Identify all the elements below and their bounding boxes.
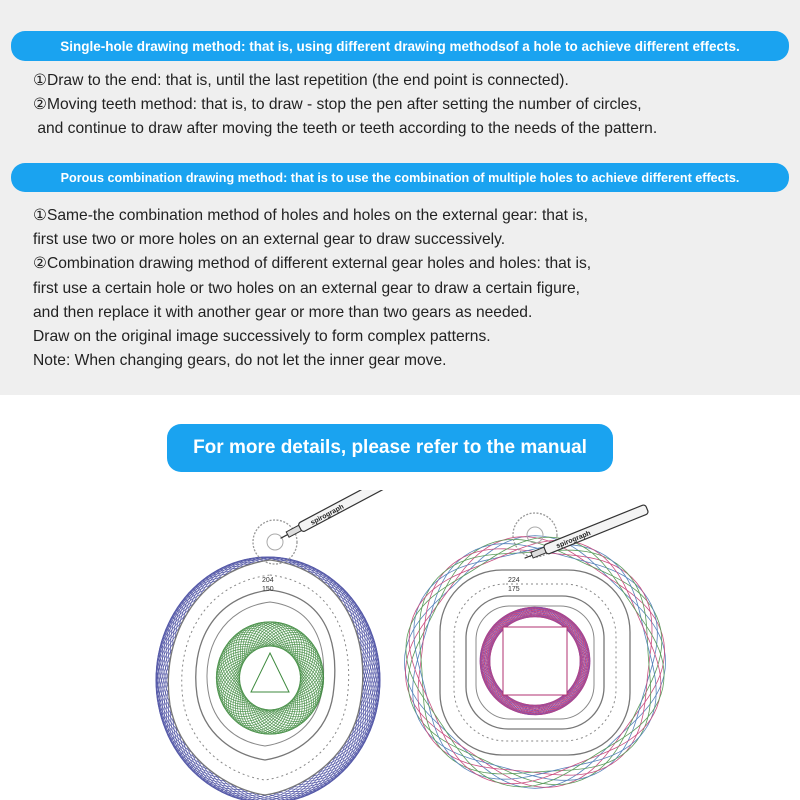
left-ring-number-1: 204 [262,577,274,584]
porous-combination-instructions [33,204,591,373]
left-spirograph-drawing [156,490,400,800]
single-hole-instructions [33,69,657,142]
instruction-line: Note: When changing gears, do not let the inner gear move. [33,352,447,370]
single-hole-heading: Single-hole drawing method: that is, using different drawing methodsof a hole to achieve different effects. [11,31,789,61]
left-pen-label: spirograph [309,503,346,527]
right-ring-number-2: 175 [508,586,520,593]
instruction-line: first use two or more holes on an external gear to draw successively. [33,231,506,249]
right-pen-icon [523,504,649,563]
instruction-line: and continue to draw after moving the teeth or teeth according to the needs of the pattern. [33,120,658,138]
instruction-line: ①Draw to the end: that is, until the last repetition (the end point is connected). [33,72,569,89]
instruction-line: and then replace it with another gear or more than two gears as needed. [33,303,533,321]
instruction-line: Draw on the original image successively to form complex patterns. [33,328,491,346]
instruction-line: ②Combination drawing method of different external gear holes and holes: that is, [33,255,592,273]
manual-reference-button[interactable]: For more details, please refer to the manual [167,424,613,472]
right-ring-number-1: 224 [508,577,520,584]
left-ring-number-2: 150 [262,586,274,593]
right-pen-label: spirograph [555,529,592,551]
instruction-line: first use a certain hole or two holes on an external gear to draw a certain figure, [33,279,580,297]
porous-combination-heading: Porous combination drawing method: that is to use the combination of multiple holes to achieve different effects. [11,163,789,192]
instruction-line: ①Same-the combination method of holes and holes on the external gear: that is, [33,207,588,224]
left-small-gear-hub [267,534,283,550]
spirograph-illustration [0,490,800,800]
right-small-gear-hub [527,527,543,543]
instruction-line: ②Moving teeth method: that is, to draw - stop the pen after setting the number of circles, [33,96,642,114]
right-center-square [503,627,567,695]
right-spirograph-drawing [405,504,666,788]
